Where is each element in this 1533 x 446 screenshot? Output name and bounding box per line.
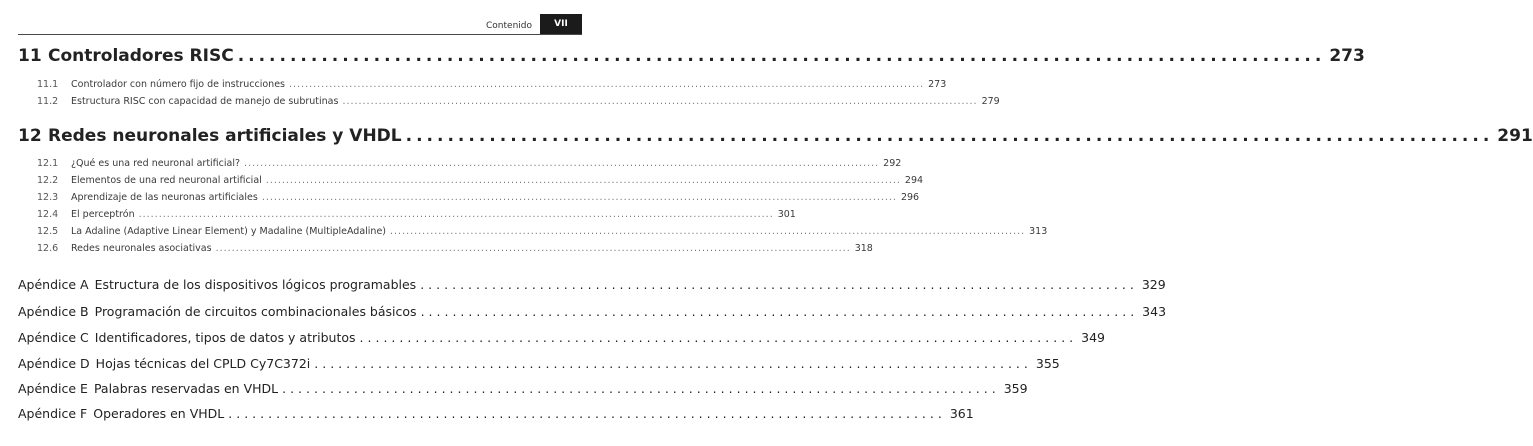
chapter-entry[interactable] [18, 126, 1533, 146]
appendix-entry[interactable] [18, 330, 1105, 345]
section-number: 12.5 [37, 226, 59, 237]
section-entry[interactable] [37, 96, 1000, 107]
appendix-label: Apéndice E [18, 381, 88, 396]
section-title: Estructura RISC con capacidad de manejo de subrutinas [71, 96, 339, 107]
appendix-page: 355 [1035, 356, 1060, 371]
appendix-label: Apéndice C [18, 330, 89, 345]
appendix-title: Programación de circuitos combinacionales básicos [94, 304, 417, 319]
appendix-label: Apéndice F [18, 406, 88, 421]
leader-dots: .......................................................................................... [228, 406, 946, 421]
leader-dots: ........................................................................................................ [405, 126, 1494, 146]
leader-dots: .............................................................................................................................................................. [215, 243, 851, 254]
leader-dots: .......................................................................................... [282, 381, 1000, 396]
appendix-entry[interactable] [18, 356, 1060, 371]
section-title: El perceptrón [71, 209, 135, 220]
leader-dots: .............................................................................................................................................................. [261, 192, 897, 203]
section-number: 12.3 [37, 192, 59, 203]
appendix-entry[interactable] [18, 304, 1167, 319]
section-page: 279 [981, 96, 1000, 107]
section-entry[interactable] [37, 209, 796, 220]
leader-dots: .............................................................................................................................................................. [265, 175, 901, 186]
appendix-page: 329 [1141, 277, 1166, 292]
section-page: 296 [900, 192, 920, 203]
section-title: ¿Qué es una red neuronal artificial? [71, 158, 241, 169]
appendix-page: 361 [949, 406, 974, 421]
leader-dots: .......................................................................................... [359, 330, 1078, 345]
leader-dots: .............................................................................................................................................................. [138, 209, 774, 220]
leader-dots: .......................................................................................... [420, 277, 1138, 292]
section-number: 12.2 [37, 175, 59, 186]
chapter-title: Controladores RISC [48, 46, 234, 66]
appendix-label: Apéndice D [18, 356, 90, 371]
appendix-title: Palabras reservadas en VHDL [93, 381, 279, 396]
chapter-page: 291 [1497, 126, 1533, 146]
section-page: 294 [904, 175, 924, 186]
appendix-page: 343 [1142, 304, 1167, 319]
section-entry[interactable] [37, 192, 920, 203]
appendix-label: Apéndice B [18, 304, 89, 319]
section-title: Elementos de una red neuronal artificial [71, 175, 262, 186]
chapter-entry[interactable] [18, 46, 1365, 66]
section-page: 318 [854, 243, 873, 254]
section-number: 12.4 [37, 209, 59, 220]
section-number: 11.1 [37, 79, 59, 90]
appendix-title: Hojas técnicas del CPLD Cy7C372i [95, 356, 311, 371]
appendix-title: Identificadores, tipos de datos y atributos [94, 330, 356, 345]
section-title: Aprendizaje de las neuronas artificiales [71, 192, 258, 203]
section-page: 292 [883, 158, 902, 169]
section-title: La Adaline (Adaptive Linear Element) y Madaline (MultipleAdaline) [71, 226, 387, 237]
section-page: 313 [1029, 226, 1048, 237]
section-entry[interactable] [37, 158, 902, 169]
header-rule [18, 34, 582, 35]
chapter-title: Redes neuronales artificiales y VHDL [48, 126, 402, 146]
section-entry[interactable] [37, 79, 947, 90]
appendix-page: 349 [1081, 330, 1105, 345]
section-title: Controlador con número fijo de instrucciones [71, 79, 286, 90]
appendix-title: Estructura de los dispositivos lógicos programables [94, 277, 417, 292]
section-title: Redes neuronales asociativas [71, 243, 212, 254]
page-header [18, 0, 582, 40]
leader-dots: .......................................................................................... [420, 304, 1139, 319]
leader-dots: .............................................................................................................................................................. [390, 226, 1026, 237]
section-page: 273 [928, 79, 947, 90]
section-number: 12.6 [37, 243, 59, 254]
section-entry[interactable] [37, 175, 924, 186]
chapter-number: 12 [18, 126, 42, 146]
leader-dots: ........................................................................................................ [237, 46, 1326, 66]
appendix-label: Apéndice A [18, 277, 89, 292]
chapter-page: 273 [1329, 46, 1365, 66]
appendix-title: Operadores en VHDL [93, 406, 225, 421]
appendix-entry[interactable] [18, 406, 974, 421]
appendix-entry[interactable] [18, 277, 1166, 292]
leader-dots: .............................................................................................................................................................. [244, 158, 880, 169]
leader-dots: .............................................................................................................................................................. [342, 96, 978, 107]
page-number-badge: VII [540, 14, 582, 34]
leader-dots: .............................................................................................................................................................. [289, 79, 925, 90]
section-number: 11.2 [37, 96, 59, 107]
leader-dots: .......................................................................................... [314, 356, 1032, 371]
appendix-page: 359 [1003, 381, 1028, 396]
section-page: 301 [777, 209, 796, 220]
header-label: Contenido [486, 21, 532, 31]
section-number: 12.1 [37, 158, 59, 169]
appendix-entry[interactable] [18, 381, 1028, 396]
chapter-number: 11 [18, 46, 42, 66]
section-entry[interactable] [37, 243, 873, 254]
section-entry[interactable] [37, 226, 1048, 237]
